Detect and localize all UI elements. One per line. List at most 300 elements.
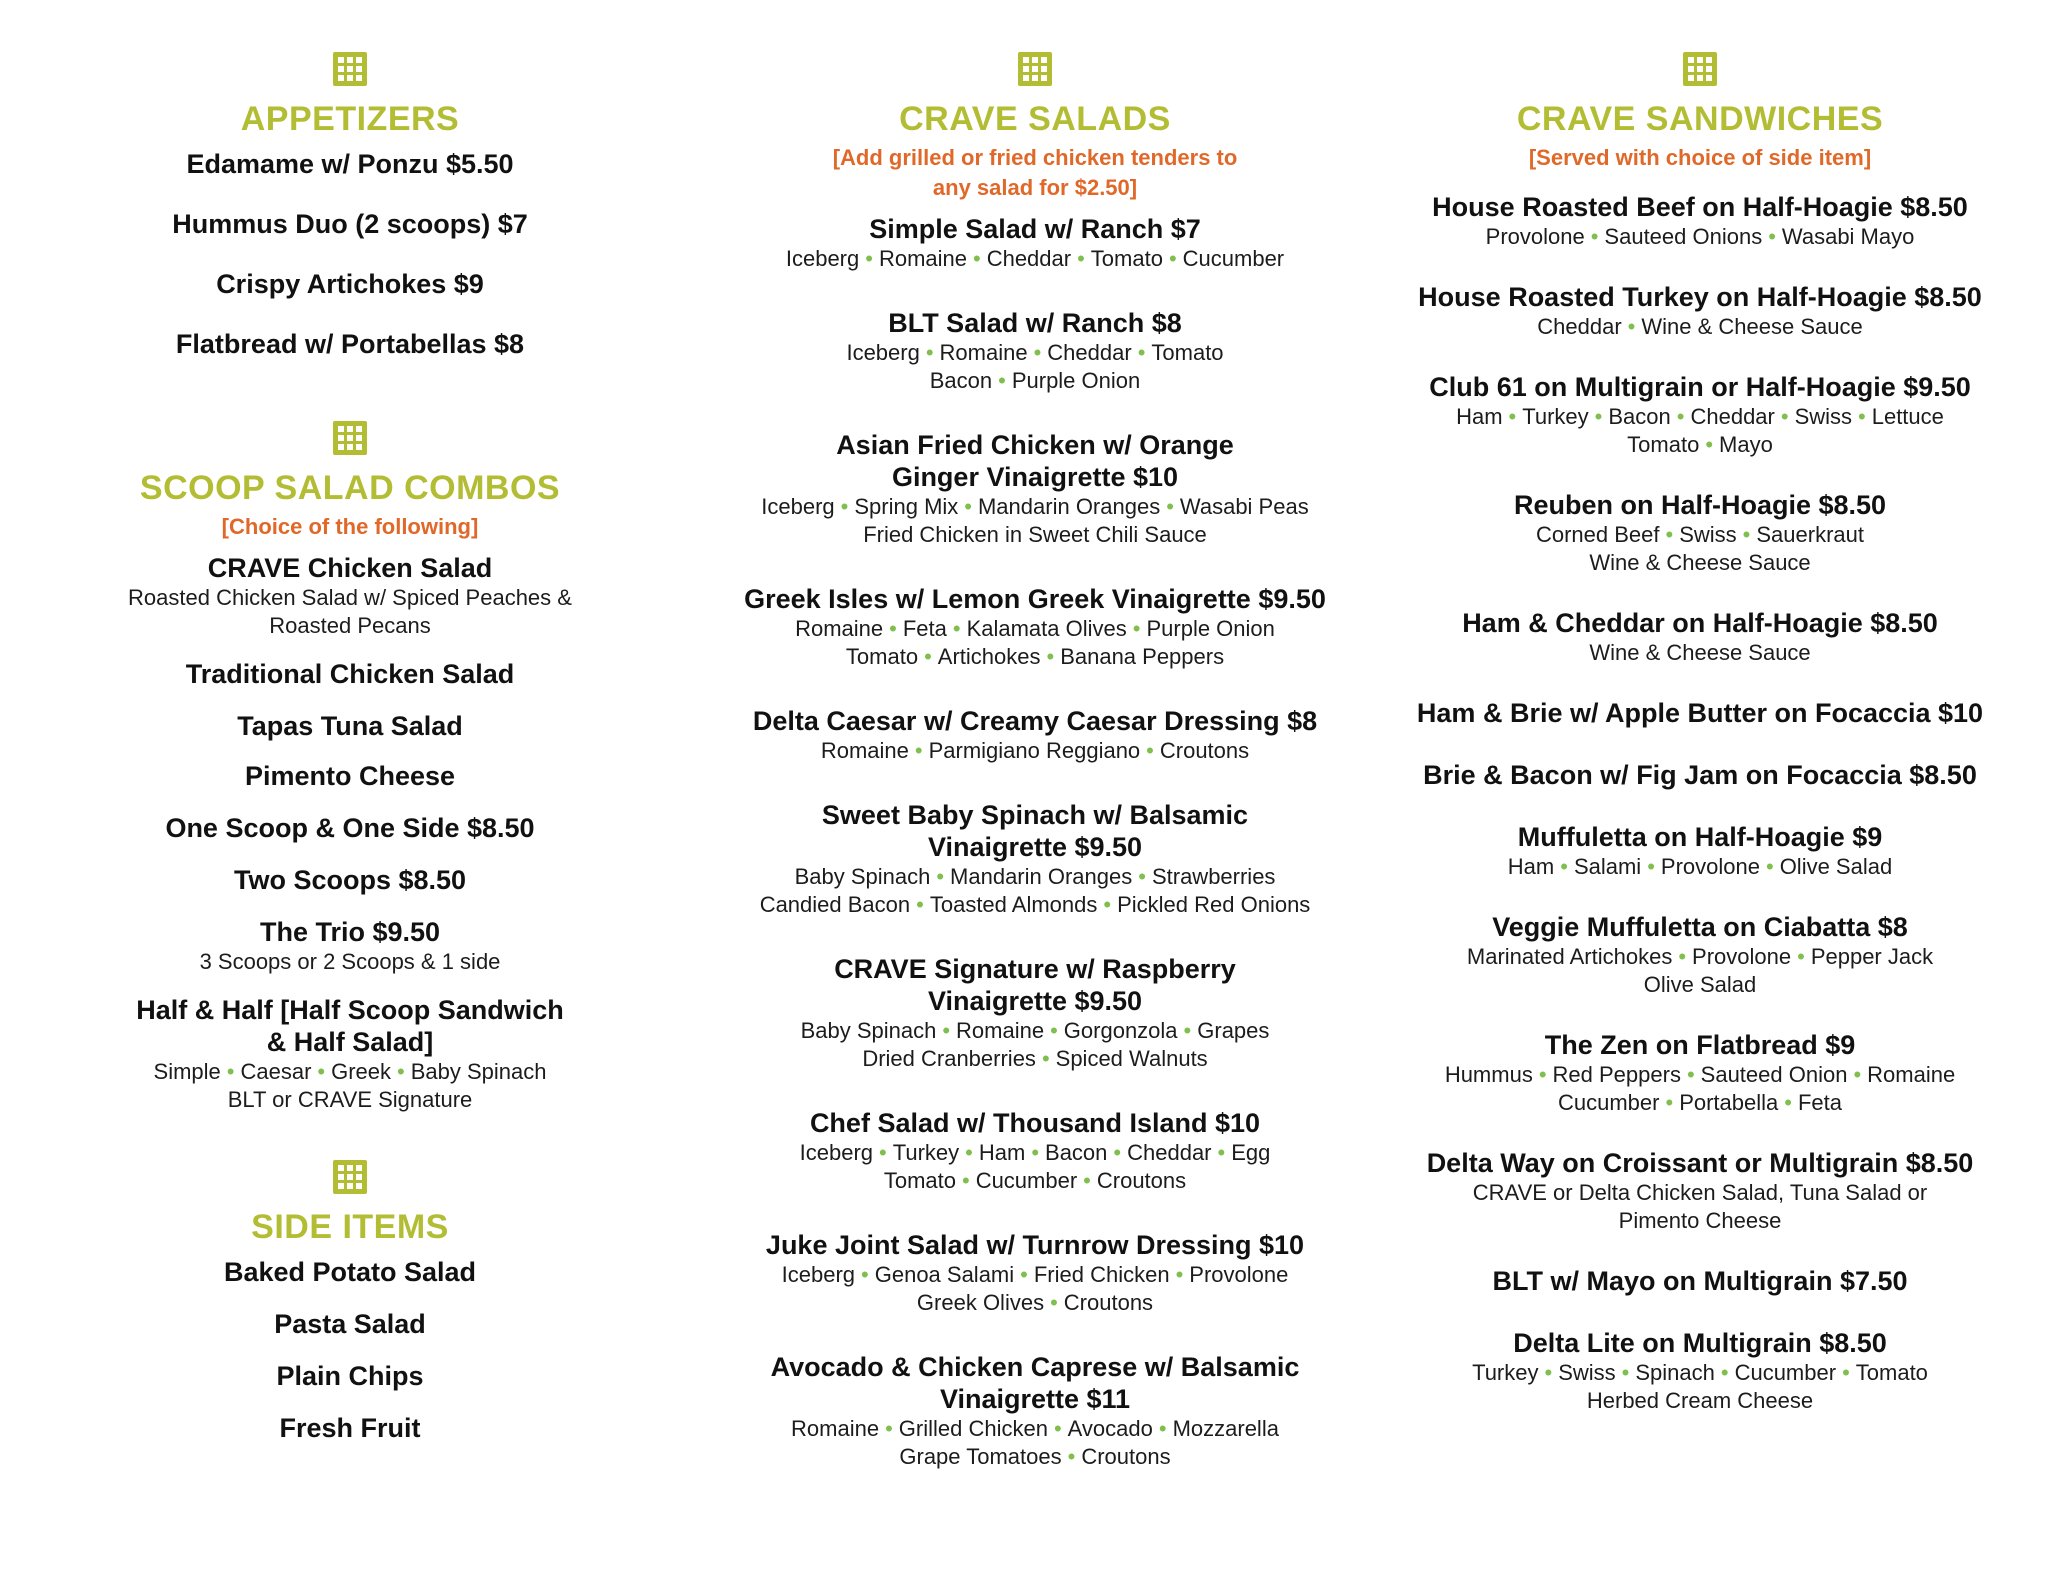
item-name: House Roasted Beef on Half-Hoagie $8.50 [1432,192,1968,222]
bullet-dot: • [1132,616,1141,641]
ingredient: Cheddar [986,246,1072,271]
ingredient: Genoa Salami [874,1262,1015,1287]
ingredient: Simple [153,1059,221,1084]
ingredient: Avocado [1067,1416,1153,1441]
item-desc [715,1443,1355,1471]
grid-icon [333,52,367,86]
bullet-dot: • [925,340,934,365]
item-name: Juke Joint Salad w/ Turnrow Dressing $10 [765,1230,1305,1260]
ingredient: Mandarin Oranges [977,494,1161,519]
item-desc [1395,1179,2005,1207]
ingredient: Cucumber [1558,1090,1660,1115]
bullet-dot: • [1544,1360,1553,1385]
ingredient: Wine & Cheese Sauce [1641,314,1863,339]
bullet-dot: • [1041,1046,1050,1071]
ingredient: Croutons [1159,738,1250,763]
ingredient: Tomato [1090,246,1163,271]
menu-item [90,916,610,976]
item-desc [715,863,1355,891]
item-name: Club 61 on Multigrain or Half-Hoagie $9.50 [1429,372,1971,402]
menu-item: Fresh Fruit [279,1413,421,1443]
bullet-dot: • [1046,644,1055,669]
bullet-dot: • [1665,522,1674,547]
bullet-dot: • [914,738,923,763]
item-name: Pimento Cheese [244,761,456,791]
item-desc [715,737,1355,765]
bullet-dot: • [1031,1140,1040,1165]
bullet-dot: • [942,1018,951,1043]
item-name: CRAVE Signature w/ Raspberry [834,954,1236,984]
bullet-dot: • [1083,1168,1091,1193]
item-name: Vinaigrette $9.50 [927,986,1143,1016]
item-name: Delta Way on Croissant or Multigrain $8.50 [1426,1148,1974,1178]
bullet-dot: • [885,1416,893,1441]
ingredient: Grilled Chicken [898,1416,1048,1441]
ingredient: Purple Onion [1146,616,1275,641]
bullet-dot: • [952,616,961,641]
menu-item [715,799,1355,919]
bullet-dot: • [1627,314,1636,339]
menu-item [1395,1265,2005,1297]
menu-item [90,994,610,1114]
item-desc [1395,639,2005,667]
ingredient: Swiss [1558,1360,1616,1385]
bullet-dot: • [1742,522,1751,547]
ingredient: Romaine [878,246,967,271]
section-note: [Choice of the following] [221,514,479,539]
side-items-section [90,1160,610,1445]
left-column [90,52,610,1489]
ingredient: Provolone [1485,224,1585,249]
bullet-dot: • [965,1140,973,1165]
ingredient: Romaine [791,1416,880,1441]
ingredient: Mayo [1719,432,1773,457]
bullet-dot: • [973,246,981,271]
bullet-dot: • [1560,854,1568,879]
item-name: Greek Isles w/ Lemon Greek Vinaigrette $9.50 [744,584,1326,614]
ingredient: Mandarin Oranges [950,864,1133,889]
item-name: Vinaigrette $9.50 [927,832,1143,862]
ingredient: Lettuce [1871,404,1944,429]
item-desc [1395,403,2005,431]
section-title: CRAVE SANDWICHES [1516,100,1884,138]
item-desc: 3 Scoops or 2 Scoops & 1 side [199,949,501,974]
menu-item [90,552,610,640]
ingredient: Portabella [1679,1090,1779,1115]
bullet-dot: • [916,892,924,917]
item-desc [715,891,1355,919]
bullet-dot: • [889,616,897,641]
ingredient: Cheddar [1690,404,1775,429]
ingredient: Wine & Cheese Sauce [1589,640,1811,665]
item-name: Delta Caesar w/ Creamy Caesar Dressing $8 [752,706,1318,736]
ingredient: Wasabi Peas [1179,494,1309,519]
ingredient: Tomato [845,644,919,669]
ingredient: Romaine [956,1018,1045,1043]
bullet-dot: • [936,864,945,889]
ingredient: Wine & Cheese Sauce [1589,550,1811,575]
item-name: Ham & Cheddar on Half-Hoagie $8.50 [1462,608,1938,638]
ingredient: Salami [1573,854,1642,879]
item-desc [715,1139,1355,1167]
bullet-dot: • [1020,1262,1028,1287]
ingredient: Fried Chicken in Sweet Chili Sauce [863,522,1207,547]
item-desc [1395,1387,2005,1415]
bullet-dot: • [1768,224,1776,249]
menu-item [1395,1147,2005,1235]
ingredient: Egg [1231,1140,1271,1165]
ingredient: Baby Spinach [410,1059,547,1084]
section-title: SCOOP SALAD COMBOS [139,469,561,507]
ingredient: Turkey [1522,404,1589,429]
item-desc [1395,853,2005,881]
item-desc [715,643,1355,671]
ingredient: Hummus [1444,1062,1533,1087]
item-name: Chef Salad w/ Thousand Island $10 [809,1108,1261,1138]
bullet-dot: • [1050,1290,1058,1315]
bullet-dot: • [1137,340,1146,365]
menu-item: Crispy Artichokes $9 [216,269,484,299]
ingredient: Caesar [240,1059,312,1084]
ingredient: Sauerkraut [1756,522,1864,547]
item-name: Brie & Bacon w/ Fig Jam on Focaccia $8.50 [1423,760,1977,790]
item-desc [715,367,1355,395]
menu-item [715,213,1355,273]
ingredient: Cheddar [1127,1140,1212,1165]
menu-item [715,953,1355,1073]
menu-item [1395,371,2005,459]
ingredient: Spinach [1635,1360,1715,1385]
item-name: Asian Fried Chicken w/ Orange [836,430,1234,460]
ingredient: Cucumber [1734,1360,1837,1385]
ingredient: Provolone [1660,854,1760,879]
item-name: Traditional Chicken Salad [185,659,515,689]
ingredient: Iceberg [781,1262,856,1287]
item-desc: Roasted Chicken Salad w/ Spiced Peaches & [128,585,572,610]
menu-item [715,1107,1355,1195]
bullet-dot: • [1166,494,1174,519]
menu-item [715,429,1355,549]
item-name: Avocado & Chicken Caprese w/ Balsamic [770,1352,1300,1382]
bullet-dot: • [1678,944,1687,969]
item-name: Half & Half [Half Scoop Sandwich [136,995,564,1025]
ingredient: Olive Salad [1779,854,1893,879]
ingredient: Croutons [1063,1290,1154,1315]
ingredient: Strawberries [1151,864,1276,889]
menu-item [1395,191,2005,251]
bullet-dot: • [1050,1018,1058,1043]
bullet-dot: • [1146,738,1154,763]
item-desc [715,615,1355,643]
bullet-dot: • [1858,404,1866,429]
ingredient: Pickled Red Onions [1117,892,1311,917]
grid-icon [1683,52,1717,86]
ingredient: Provolone [1189,1262,1289,1287]
ingredient: Artichokes [937,644,1041,669]
grid-icon [333,1160,367,1194]
ingredient: Provolone [1692,944,1792,969]
ingredient: Parmigiano Reggiano [928,738,1141,763]
ingredient: Corned Beef [1535,522,1660,547]
menu-item [715,1351,1355,1471]
ingredient: Cucumber [975,1168,1078,1193]
ingredient: Feta [1797,1090,1842,1115]
bullet-dot: • [1594,404,1603,429]
bullet-dot: • [1538,1062,1547,1087]
ingredient: Marinated Artichokes [1466,944,1673,969]
menu-item [1395,759,2005,791]
bullet-dot: • [1175,1262,1184,1287]
ingredient: Banana Peppers [1060,644,1225,669]
ingredient: Fried Chicken [1033,1262,1170,1287]
ingredient: Pimento Cheese [1618,1208,1782,1233]
bullet-dot: • [840,494,849,519]
menu-item [1395,821,2005,881]
ingredient: Gorgonzola [1063,1018,1178,1043]
menu-item [1395,1029,2005,1117]
ingredient: Tomato [1855,1360,1928,1385]
salad-list [715,213,1355,1471]
middle-column [715,52,1355,1505]
bullet-dot: • [998,368,1006,393]
item-name: BLT Salad w/ Ranch $8 [888,308,1182,338]
ingredient: Swiss [1794,404,1853,429]
ingredient: Bacon [929,368,993,393]
menu-item [1395,1327,2005,1415]
item-desc [1395,549,2005,577]
bullet-dot: • [1647,854,1655,879]
item-desc [715,1017,1355,1045]
bullet-dot: • [1033,340,1042,365]
item-desc [715,493,1355,521]
ingredient: CRAVE or Delta Chicken Salad, Tuna Salad or [1472,1180,1928,1205]
bullet-dot: • [1508,404,1517,429]
bullet-dot: • [1665,1090,1674,1115]
bullet-dot: • [1138,864,1146,889]
item-name: The Zen on Flatbread $9 [1544,1030,1856,1060]
item-name: Two Scoops $8.50 [233,865,467,895]
bullet-dot: • [1765,854,1774,879]
section-note [715,143,1355,203]
item-name: Veggie Muffuletta on Ciabatta $8 [1492,912,1908,942]
item-name: House Roasted Turkey on Half-Hoagie $8.50 [1418,282,1982,312]
section-title: APPETIZERS [240,100,460,138]
ingredient: Iceberg [846,340,920,365]
ingredient: Grapes [1197,1018,1270,1043]
bullet-dot: • [861,1262,869,1287]
menu-item: Pasta Salad [274,1309,426,1339]
ingredient: Turkey [892,1140,960,1165]
ingredient: Spiced Walnuts [1055,1046,1208,1071]
ingredient: Wasabi Mayo [1781,224,1915,249]
menu-item [1395,607,2005,667]
ingredient: Romaine [795,616,884,641]
ingredient: Greek Olives [916,1290,1045,1315]
bullet-dot: • [1103,892,1112,917]
bullet-dot: • [1676,404,1685,429]
bullet-dot: • [1168,246,1177,271]
section-title: CRAVE SALADS [899,100,1171,138]
menu-item [715,1229,1355,1317]
note-line: [Add grilled or fried chicken tenders to [832,145,1238,170]
note-line: any salad for $2.50] [932,175,1138,200]
menu-item: Flatbread w/ Portabellas $8 [175,329,525,359]
bullet-dot: • [1720,1360,1729,1385]
item-name: The Trio $9.50 [259,917,441,947]
ingredient: Kalamata Olives [966,616,1127,641]
ingredient: Turkey [1472,1360,1539,1385]
item-desc [715,521,1355,549]
bullet-dot: • [1686,1062,1695,1087]
bullet-dot: • [1842,1360,1850,1385]
item-name: CRAVE Chicken Salad [207,553,493,583]
bullet-dot: • [317,1059,326,1084]
ingredient: Olive Salad [1643,972,1757,997]
ingredient: Grape Tomatoes [899,1444,1062,1469]
ingredient: Ham [1507,854,1555,879]
item-desc [715,339,1355,367]
ingredient: Spring Mix [854,494,959,519]
bullet-dot: • [1797,944,1805,969]
ingredient: Tomato [1627,432,1700,457]
ingredient: Croutons [1096,1168,1187,1193]
item-desc [1395,971,2005,999]
bullet-dot: • [865,246,873,271]
ingredient: Tomato [1151,340,1224,365]
right-column [1395,52,2005,1445]
menu-item: Plain Chips [276,1361,424,1391]
item-desc [715,245,1355,273]
ingredient: Tomato [883,1168,956,1193]
item-desc [715,1289,1355,1317]
ingredient: Baby Spinach [800,1018,937,1043]
item-desc [1395,1207,2005,1235]
ingredient: Herbed Cream Cheese [1586,1388,1814,1413]
bullet-dot: • [1158,1416,1167,1441]
item-name: Vinaigrette $11 [939,1384,1131,1414]
item-desc [715,1261,1355,1289]
ingredient: Candied Bacon [759,892,911,917]
bullet-dot: • [961,1168,970,1193]
ingredient: Ham [978,1140,1026,1165]
item-desc [1395,431,2005,459]
menu-item [1395,697,2005,729]
bullet-dot: • [924,644,932,669]
ingredient: Sauteed Onion [1700,1062,1848,1087]
bullet-dot: • [1113,1140,1122,1165]
item-name: Sweet Baby Spinach w/ Balsamic [821,800,1249,830]
ingredient: Bacon [1045,1140,1108,1165]
menu-item [1395,281,2005,341]
item-name: Delta Lite on Multigrain $8.50 [1513,1328,1887,1358]
bullet-dot: • [1621,1360,1630,1385]
bullet-dot: • [879,1140,887,1165]
ingredient: Cheddar [1537,314,1622,339]
ingredient: Purple Onion [1011,368,1141,393]
item-desc [90,1058,610,1086]
ingredient: Greek [331,1059,392,1084]
menu-item [715,583,1355,671]
bullet-dot: • [1053,1416,1062,1441]
item-desc [1395,1089,2005,1117]
appetizers-section [90,52,610,361]
ingredient: Cucumber [1182,246,1285,271]
menu-item [1395,489,2005,577]
item-name: Reuben on Half-Hoagie $8.50 [1513,490,1887,520]
item-desc [715,1415,1355,1443]
item-name: & Half Salad] [266,1027,434,1057]
bullet-dot: • [1183,1018,1192,1043]
item-desc [1395,943,2005,971]
ingredient: Bacon [1608,404,1671,429]
bullet-dot: • [397,1059,405,1084]
item-desc [715,1045,1355,1073]
menu-item [715,307,1355,395]
ingredient: Iceberg [799,1140,874,1165]
ingredient: Romaine [1867,1062,1956,1087]
ingredient: Romaine [820,738,909,763]
item-desc [1395,1061,2005,1089]
bullet-dot: • [1067,1444,1076,1469]
menu-item [715,705,1355,765]
ingredient: Pepper Jack [1810,944,1934,969]
bullet-dot: • [1590,224,1599,249]
ingredient: Romaine [939,340,1028,365]
item-desc [1395,313,2005,341]
item-name: BLT w/ Mayo on Multigrain $7.50 [1492,1266,1908,1296]
item-desc: BLT or CRAVE Signature [227,1087,473,1112]
item-name: Muffuletta on Half-Hoagie $9 [1517,822,1883,852]
item-name: Simple Salad w/ Ranch $7 [869,214,1201,244]
bullet-dot: • [1784,1090,1792,1115]
item-desc [1395,521,2005,549]
sandwich-list [1395,191,2005,1415]
ingredient: Dried Cranberries [862,1046,1036,1071]
item-name: Ginger Vinaigrette $10 [891,462,1179,492]
bullet-dot: • [1780,404,1789,429]
ingredient: Feta [902,616,947,641]
ingredient: Mozzarella [1172,1416,1279,1441]
bullet-dot: • [226,1059,235,1084]
ingredient: Ham [1456,404,1503,429]
scoop-salad-section [90,421,610,1114]
section-title: SIDE ITEMS [251,1208,449,1246]
ingredient: Swiss [1679,522,1737,547]
section-note: [Served with choice of side item] [1528,145,1872,170]
item-name: Tapas Tuna Salad [237,711,463,741]
ingredient: Iceberg [785,246,860,271]
menu-item: Hummus Duo (2 scoops) $7 [172,209,528,239]
item-desc [715,1167,1355,1195]
bullet-dot: • [1705,432,1714,457]
ingredient: Baby Spinach [794,864,931,889]
ingredient: Red Peppers [1552,1062,1681,1087]
bullet-dot: • [1077,246,1085,271]
bullet-dot: • [964,494,972,519]
menu-item: Baked Potato Salad [223,1257,477,1287]
menu-item: Edamame w/ Ponzu $5.50 [186,149,514,179]
menu-item [1395,911,2005,999]
item-name: Ham & Brie w/ Apple Butter on Focaccia $10 [1416,698,1984,728]
item-desc [1395,223,2005,251]
grid-icon [1018,52,1052,86]
ingredient: Toasted Almonds [929,892,1098,917]
ingredient: Sauteed Onions [1604,224,1763,249]
ingredient: Croutons [1081,1444,1171,1469]
ingredient: Cheddar [1047,340,1132,365]
grid-icon [333,421,367,455]
item-desc: Roasted Pecans [269,613,431,638]
